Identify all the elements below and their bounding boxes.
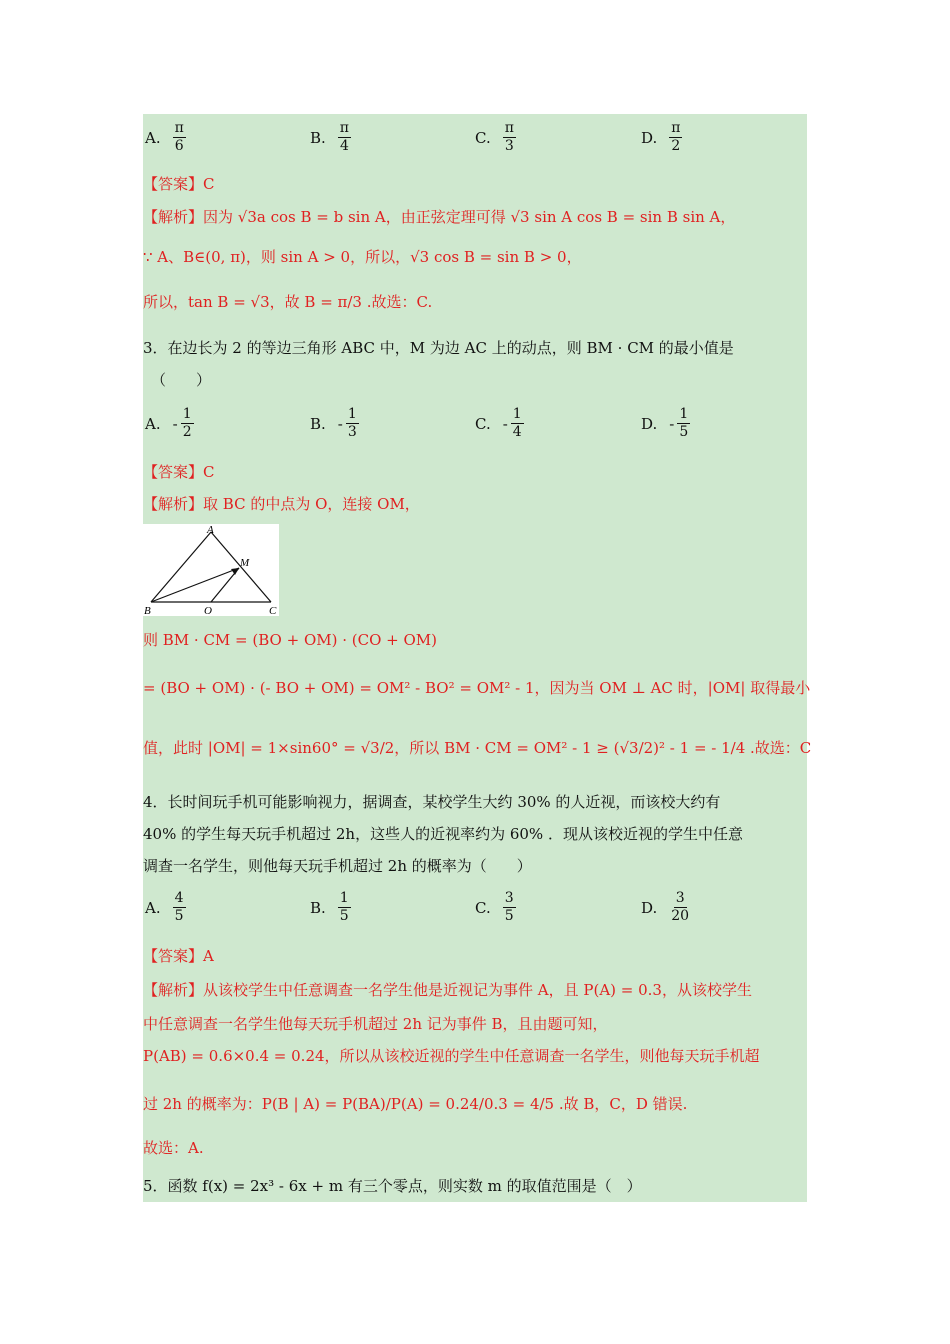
- option-denominator: 20: [671, 908, 690, 924]
- q4-analysis-line3: P(AB) = 0.6×0.4 = 0.24，所以从该校近视的学生中任意调查一名学生，则他每天玩手机超: [143, 1047, 760, 1065]
- q4-stem-line3: 调查一名学生，则他每天玩手机超过 2h 的概率为（ ）: [143, 857, 532, 875]
- triangle-diagram: [143, 524, 279, 616]
- option-numerator: 1: [512, 406, 522, 422]
- option-letter: A.: [145, 898, 161, 917]
- option-denominator: 2: [671, 138, 681, 154]
- q3-answer: 【答案】C: [143, 463, 215, 481]
- q3-analysis-line4: 值，此时 |OM| = 1×sin60° = √3/2，所以 BM · CM = OM² - 1 ≥ (√3/2)² - 1 = - 1/4 .故选：C: [143, 739, 812, 757]
- q4-answer: 【答案】A: [143, 947, 214, 965]
- q2-option-d: [641, 120, 685, 155]
- q2-option-a: [145, 120, 189, 155]
- option-sign: -: [172, 414, 178, 433]
- q2-analysis-line3: 所以，tan B = √3，故 B = π/3 .故选：C.: [143, 293, 433, 311]
- option-letter: D.: [641, 414, 658, 433]
- option-letter: B.: [310, 414, 326, 433]
- label-c: C: [269, 605, 277, 616]
- option-denominator: 5: [339, 908, 349, 924]
- vector-bm: [151, 568, 239, 602]
- option-sign: -: [337, 414, 343, 433]
- option-letter: A.: [145, 414, 161, 433]
- q2-analysis-line2: ∵ A、B∈(0, π)，则 sin A > 0，所以，√3 cos B = sin B > 0，: [143, 248, 582, 266]
- q3-analysis-line1: 【解析】取 BC 的中点为 O，连接 OM，: [143, 495, 420, 513]
- label-m: M: [240, 557, 250, 569]
- q4-stem-line1: 4．长时间玩手机可能影响视力，据调查，某校学生大约 30% 的人近视，而该校大约有: [143, 793, 721, 811]
- option-denominator: 3: [347, 424, 357, 440]
- option-letter: D.: [641, 898, 658, 917]
- option-numerator: 3: [504, 890, 514, 906]
- q4-analysis-line5: 故选：A.: [143, 1139, 204, 1157]
- option-letter: D.: [641, 128, 658, 147]
- option-numerator: π: [504, 120, 514, 136]
- q2-option-c: [475, 120, 519, 155]
- option-numerator: 4: [174, 890, 184, 906]
- q4-option-b: [310, 890, 354, 925]
- option-denominator: 5: [504, 908, 514, 924]
- q3-analysis-line3: = (BO + OM) · (- BO + OM) = OM² - BO² = OM² - 1，因为当 OM ⊥ AC 时，|OM| 取得最小: [143, 679, 811, 697]
- side-ab: [151, 532, 211, 602]
- option-denominator: 4: [512, 424, 522, 440]
- option-letter: B.: [310, 128, 326, 147]
- q4-analysis-line4: 过 2h 的概率为：P(B | A) = P(BA)/P(A) = 0.24/0.3 = 4/5 .故 B，C，D 错误.: [143, 1095, 688, 1113]
- q3-stem: 3．在边长为 2 的等边三角形 ABC 中，M 为边 AC 上的动点，则 BM · CM 的最小值是: [143, 339, 734, 357]
- option-letter: A.: [145, 128, 161, 147]
- q3-analysis-line2: 则 BM · CM = (BO + OM) · (CO + OM): [143, 631, 438, 649]
- q3-option-c: [475, 406, 527, 441]
- q4-analysis-line2: 中任意调查一名学生他每天玩手机超过 2h 记为事件 B，且由题可知，: [143, 1015, 608, 1033]
- option-denominator: 4: [339, 138, 349, 154]
- q3-paren: （ ）: [151, 371, 212, 389]
- option-numerator: 1: [339, 890, 349, 906]
- triangle-figure: [143, 524, 279, 616]
- option-numerator: π: [174, 120, 184, 136]
- option-letter: C.: [475, 128, 491, 147]
- option-sign: -: [502, 414, 508, 433]
- option-numerator: 3: [675, 890, 685, 906]
- option-letter: C.: [475, 898, 491, 917]
- document-panel: [143, 114, 812, 1202]
- q4-option-a: [145, 890, 189, 925]
- q5-stem: 5．函数 f(x) = 2x³ - 6x + m 有三个零点，则实数 m 的取值范围是（ ）: [143, 1177, 642, 1195]
- arrow-head: [231, 568, 239, 575]
- q3-option-b: [310, 406, 362, 441]
- option-numerator: π: [671, 120, 681, 136]
- label-b: B: [144, 605, 151, 616]
- option-letter: B.: [310, 898, 326, 917]
- q2-answer: 【答案】C: [143, 175, 215, 193]
- option-sign: -: [669, 414, 675, 433]
- q4-stem-line2: 40% 的学生每天玩手机超过 2h，这些人的近视率约为 60% ．现从该校近视的学生中任意: [143, 825, 743, 843]
- q3-option-d: [641, 406, 693, 441]
- q3-option-a: [145, 406, 197, 441]
- option-denominator: 6: [174, 138, 184, 154]
- option-denominator: 5: [174, 908, 184, 924]
- q4-analysis-line1: 【解析】从该校学生中任意调查一名学生他是近视记为事件 A，且 P(A) = 0.3，从该校学生: [143, 981, 752, 999]
- option-numerator: 1: [182, 406, 192, 422]
- q2-analysis-line1: 【解析】因为 √3a cos B = b sin A，由正弦定理可得 √3 sin A cos B = sin B sin A，: [143, 208, 736, 226]
- option-numerator: 1: [347, 406, 357, 422]
- option-denominator: 5: [679, 424, 689, 440]
- option-denominator: 2: [182, 424, 192, 440]
- option-letter: C.: [475, 414, 491, 433]
- option-denominator: 3: [504, 138, 514, 154]
- q4-option-c: [475, 890, 519, 925]
- q4-option-d: [641, 890, 694, 925]
- option-numerator: π: [339, 120, 349, 136]
- option-numerator: 1: [679, 406, 689, 422]
- q2-option-b: [310, 120, 354, 155]
- label-o: O: [204, 605, 212, 616]
- label-a: A: [207, 524, 214, 536]
